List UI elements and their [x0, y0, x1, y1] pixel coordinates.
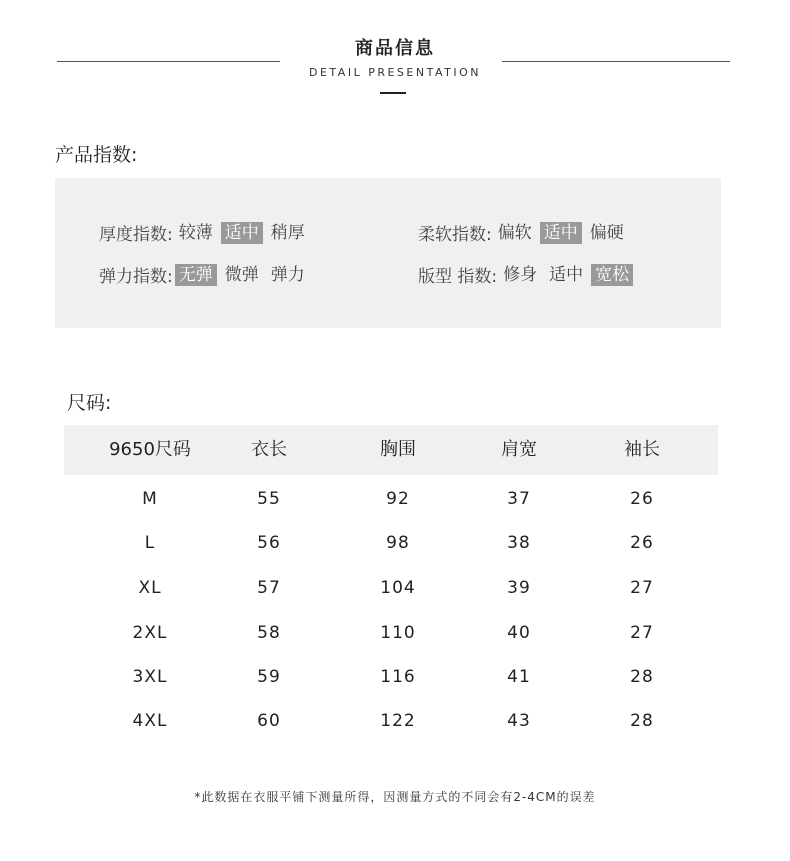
size-value-cell: 39 — [507, 578, 531, 598]
index-row — [418, 220, 632, 245]
index-label: 版型 指数: — [418, 267, 498, 287]
index-option-selected: 无弹 — [175, 264, 217, 286]
index-option: 弹力 — [270, 264, 305, 285]
size-value-cell: 27 — [630, 623, 654, 643]
size-value-cell: 116 — [380, 667, 416, 687]
size-label-cell: 3XL — [132, 667, 168, 687]
size-value-cell: 92 — [386, 489, 410, 509]
size-label-cell: 2XL — [132, 623, 168, 643]
index-row — [99, 262, 313, 287]
page-title: 商品信息 — [355, 38, 435, 59]
size-table-header — [64, 425, 718, 475]
page-subtitle: DETAIL PRESENTATION — [309, 66, 481, 79]
product-index-panel — [55, 178, 721, 328]
size-value-cell: 98 — [386, 533, 410, 553]
index-label: 柔软指数: — [418, 225, 492, 245]
index-option: 稍厚 — [270, 222, 305, 243]
size-value-cell: 104 — [380, 578, 416, 598]
index-label: 厚度指数: — [99, 225, 173, 245]
size-label-cell: M — [142, 489, 158, 509]
header-divider-left — [57, 61, 280, 62]
index-row — [99, 220, 313, 245]
size-value-cell: 41 — [507, 667, 531, 687]
size-value-cell: 38 — [507, 533, 531, 553]
index-option: 修身 — [503, 264, 538, 285]
size-value-cell: 28 — [630, 711, 654, 731]
size-label-cell: 4XL — [132, 711, 168, 731]
size-value-cell: 59 — [257, 667, 281, 687]
index-option: 微弹 — [224, 264, 259, 285]
size-value-cell: 37 — [507, 489, 531, 509]
size-value-cell: 40 — [507, 623, 531, 643]
size-value-cell: 26 — [630, 489, 654, 509]
measurement-footnote: *此数据在衣服平铺下测量所得，因测量方式的不同会有2-4CM的误差 — [194, 790, 596, 804]
size-value-cell: 27 — [630, 578, 654, 598]
index-option: 适中 — [549, 264, 584, 285]
product-index-title: 产品指数: — [55, 144, 138, 166]
size-value-cell: 56 — [257, 533, 281, 553]
size-value-cell: 60 — [257, 711, 281, 731]
index-row — [418, 262, 637, 287]
header-chest: 胸围 — [380, 439, 416, 460]
size-value-cell: 58 — [257, 623, 281, 643]
index-option-selected: 适中 — [221, 222, 263, 244]
header-sleeve: 袖长 — [624, 439, 660, 460]
size-value-cell: 122 — [380, 711, 416, 731]
index-option: 偏硬 — [589, 222, 624, 243]
size-value-cell: 55 — [257, 489, 281, 509]
size-value-cell: 57 — [257, 578, 281, 598]
header-size: 9650尺码 — [109, 439, 191, 460]
header-divider-right — [502, 61, 730, 62]
index-option-selected: 适中 — [540, 222, 582, 244]
size-value-cell: 110 — [380, 623, 416, 643]
index-option: 偏软 — [497, 222, 532, 243]
size-label-cell: XL — [138, 578, 162, 598]
size-value-cell: 43 — [507, 711, 531, 731]
index-option-selected: 宽松 — [591, 264, 633, 286]
size-label-cell: L — [144, 533, 156, 553]
size-value-cell: 28 — [630, 667, 654, 687]
header-length: 衣长 — [251, 439, 287, 460]
header-accent-dash — [380, 92, 406, 94]
header-shoulder: 肩宽 — [501, 439, 537, 460]
index-label: 弹力指数: — [99, 267, 173, 287]
size-value-cell: 26 — [630, 533, 654, 553]
size-title: 尺码: — [67, 392, 112, 414]
index-option: 较薄 — [178, 222, 213, 243]
